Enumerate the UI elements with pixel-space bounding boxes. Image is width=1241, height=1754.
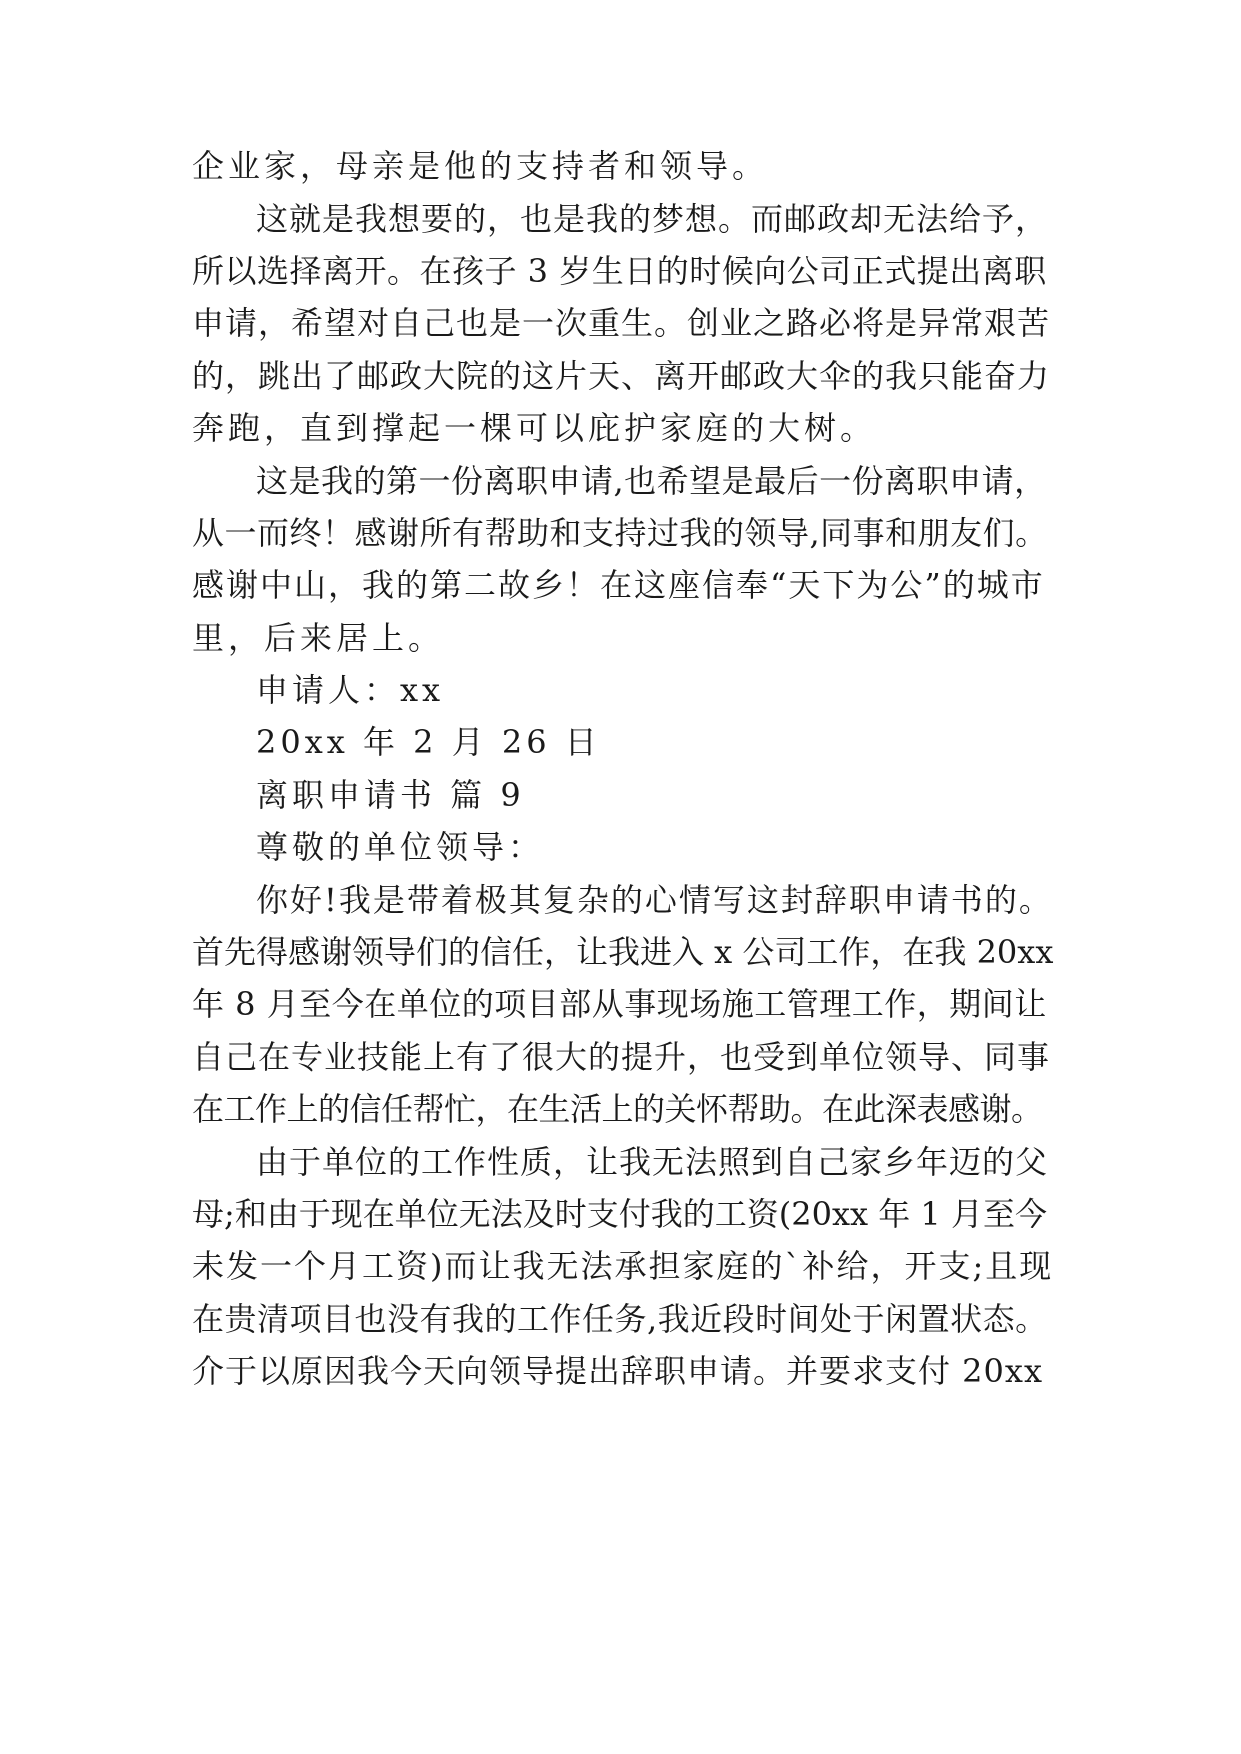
signature-date: 20xx 年 2 月 26 日 [256,723,601,761]
text-line: 首先得感谢领导们的信任，让我进入 x 公司工作，在我 20xx [192,933,1054,971]
text-line: 所以选择离开。在孩子 3 岁生日的时候向公司正式提出离职 [192,252,1047,290]
text-line: 自己在专业技能上有了很大的提升，也受到单位领导、同事 [192,1038,1051,1076]
text-line: 在贵清项目也没有我的工作任务,我近段时间处于闲置状态。 [192,1300,1048,1338]
text-line: 感谢中山，我的第二故乡！在这座信奉“天下为公”的城市 [192,566,1045,604]
text-line: 奔跑，直到撑起一棵可以庇护家庭的大树。 [192,409,877,447]
text-line: 从一而终！感谢所有帮助和支持过我的领导,同事和朋友们。 [192,514,1048,552]
text-line: 你好!我是带着极其复杂的心情写这封辞职申请书的。 [256,881,1053,919]
text-line: 企业家，母亲是他的支持者和领导。 [192,147,769,185]
text-line: 这就是我想要的，也是我的梦想。而邮政却无法给予， [256,200,1049,238]
text-line: 这是我的第一份离职申请,也希望是最后一份离职申请， [256,462,1047,500]
text-line: 母;和由于现在单位无法及时支付我的工资(20xx 年 1 月至今 [192,1195,1047,1233]
signature-name: 申请人：xx [256,671,445,709]
text-line: 年 8 月至今在单位的项目部从事现场施工管理工作，期间让 [192,985,1047,1023]
text-line: 未发一个月工资)而让我无法承担家庭的`补给，开支;且现 [192,1247,1054,1285]
text-line: 申请，希望对自己也是一次重生。创业之路必将是异常艰苦 [192,304,1051,342]
text-line: 的，跳出了邮政大院的这片天、离开邮政大伞的我只能奋力 [192,357,1051,395]
text-line: 在工作上的信任帮忙，在生活上的关怀帮助。在此深表感谢。 [192,1090,1043,1128]
section-heading: 离职申请书 篇 9 [256,776,525,814]
text-line: 由于单位的工作性质，让我无法照到自己家乡年迈的父 [256,1143,1049,1181]
text-line: 介于以原因我今天向领导提出辞职申请。并要求支付 20xx [192,1352,1043,1390]
text-line: 里，后来居上。 [192,619,445,657]
salutation: 尊敬的单位领导： [256,828,545,866]
